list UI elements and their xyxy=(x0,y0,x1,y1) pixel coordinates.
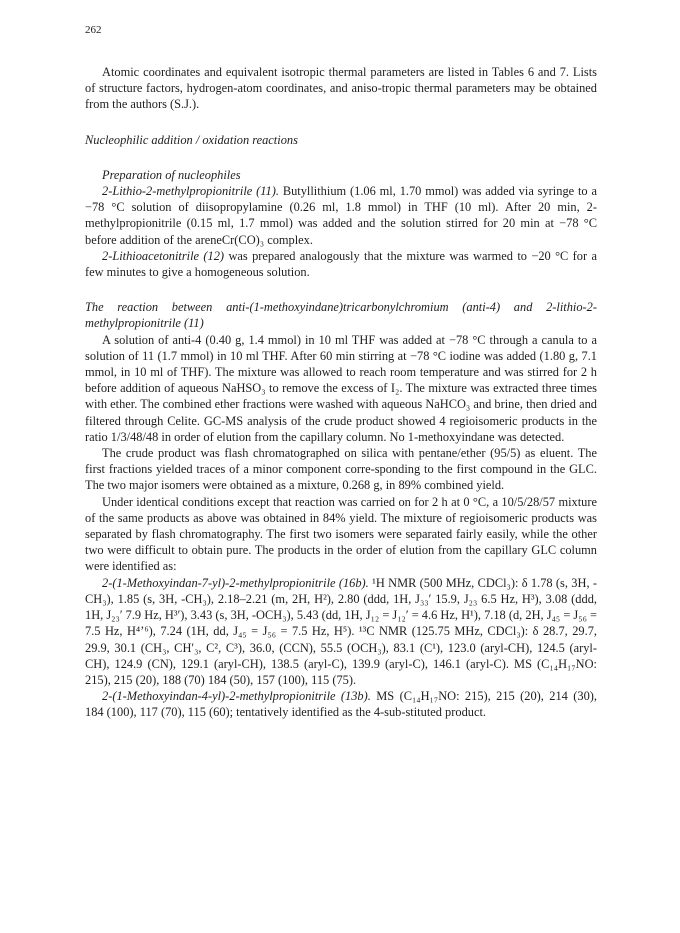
intro-paragraph: Atomic coordinates and equivalent isotropic thermal parameters are listed in Tables 6 and 7. Lists of structure factors, hydrogen-atom coordinates, and aniso-tropic thermal parameters may be obtained from the authors (S.J.). xyxy=(85,65,597,112)
paragraph-compound-13b xyxy=(85,688,597,720)
compound-13b-data: MS (C₁₄H₁₇NO: 215), 215 (20), 214 (30), 184 (100), 117 (70), 115 (60); tentatively identified as the 4-sub-stituted product. xyxy=(85,689,597,720)
main-text xyxy=(85,64,597,721)
paragraph-prep-12-body: was prepared analogously that the mixture was warmed to −20 °C for a few minutes to give a homogeneous solution. xyxy=(85,248,597,280)
page-number: 262 xyxy=(85,24,102,36)
paragraph-reaction-2: The crude product was flash chromatographed on silica with pentane/ether (95/5) as eluent. The first fractions yielded traces of a minor component corre-sponding to the first compound in the GLC. The two major isomers were obtained as a mixture, 0.268 g, in 89% combined yield. xyxy=(85,446,597,493)
paragraph-reaction-1: A solution of anti-4 (0.40 g, 1.4 mmol) in 10 ml THF was added at −78 °C through a canula to a solution of 11 (1.7 mmol) in 10 ml THF. After 60 min stirring at −78 °C iodine was added (1.80 g, 7.1 mmol, in 10 ml of THF). The mixture was allowed to reach room temperature and was stirred for 2 h before addition of aqueous NaHSO₃ to remove the excess of I₂. The mixture was extracted three times with ether. The combined ether fractions were washed with aqueous NaHCO₃ and brine, then dried and filtered through Celite. GC-MS analysis of the crude product showed 4 regioisomeric products in the ratio 1/3/48/48 in order of elution from the capillary column. No 1-methoxyindane was detected. xyxy=(85,332,597,444)
paragraph-prep-11 xyxy=(85,183,597,248)
paragraph-compound-16b xyxy=(85,575,597,688)
section-heading-nucleophilic: Nucleophilic addition / oxidation reactions xyxy=(85,132,298,147)
compound-11-title: 2-Lithio-2-methylpropionitrile (11). xyxy=(102,184,279,199)
compound-16b-title: 2-(1-Methoxyindan-7-yl)-2-methylpropionitrile (16b). xyxy=(102,575,369,590)
subsection-heading-preparation: Preparation of nucleophiles xyxy=(102,167,241,182)
paragraph-reaction-3: Under identical conditions except that reaction was carried on for 2 h at 0 °C, a 10/5/28/57 mixture of the same products as above was obtained in 84% yield. The mixture of regioisomeric products was separated by flash chromatography. The first two isomers were separated fairly easily, while the other two were difficult to obtain pure. The products in the order of elution from the capillary GLC column were identified as: xyxy=(85,494,597,574)
compound-16b-data: ¹H NMR (500 MHz, CDCl₃): δ 1.78 (s, 3H, -CH₃), 1.85 (s, 3H, -CH₃), 2.18–2.21 (m, 2H, H²), 2.80 (ddd, 1H, J₃₃′ 15.9, J₂₃ 6.5 Hz, H³), 3.08 (ddd, 1H, J₂₃′ 7.9 Hz, H³′), 3.43 (s, 3H, -OCH₃), 5.43 (dd, 1H, J₁₂ = J₁₂′ = 4.6 Hz, H¹), 7.18 (d, 2H, J₄₅ = J₅₆ = 7.5 Hz, H⁴ʼ⁶), 7.24 (1H, dd, J₄₅ = J₅₆ = 7.5 Hz, H⁵). ¹³C NMR (125.75 MHz, CDCl₃): δ 28.7, 29.7, 29.9, 30.1 (CH₃, CH′₃, C², C³), 36.0, (CCN), 55.5 (OCH₃), 83.1 (C¹), 123.0 (aryl-CH), 124.5 (aryl-CH), 124.9 (CN), 129.1 (aryl-CH), 138.5 (aryl-C), 139.9 (aryl-C), 146.1 (aryl-C). MS (C₁₄H₁₇NO: 215), 215 (20), 188 (70) 184 (50), 157 (100), 115 (75). xyxy=(85,575,597,687)
section-heading-reaction: The reaction between anti-(1-methoxyindane)tricarbonylchromium (anti-4) and 2-lithio-2-methylpropionitrile (11) xyxy=(85,300,597,331)
compound-12-title: 2-Lithioacetonitrile (12) xyxy=(102,248,225,263)
paragraph-prep-12 xyxy=(85,248,597,280)
compound-13b-title: 2-(1-Methoxyindan-4-yl)-2-methylpropionitrile (13b). xyxy=(102,689,371,704)
paragraph-prep-11-body: Butyllithium (1.06 ml, 1.70 mmol) was added via syringe to a −78 °C solution of diisopropylamine (0.26 ml, 1.8 mmol) in THF (10 ml). After 20 min, 2-methylpropionitrile (0.15 ml, 1.7 mmol) was added and the solution stirred for 20 min at −78 °C before addition of the areneCr(CO)₃ complex. xyxy=(85,184,597,247)
